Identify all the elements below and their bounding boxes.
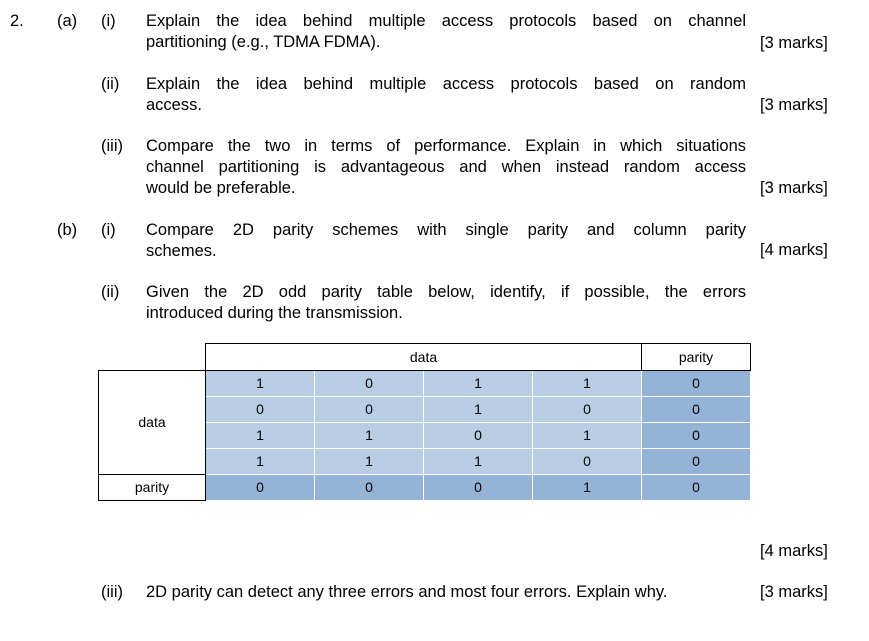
table-cell: 0 <box>206 397 315 423</box>
item-b-iii-label: (iii) <box>101 583 123 601</box>
parity-cell: 0 <box>642 475 751 501</box>
item-a-i-text: Explain the idea behind multiple access protocols based on channel partitioning (e.g., TDMA FDMA). <box>146 12 746 51</box>
table-parity-row <box>99 475 751 501</box>
parity-cell: 0 <box>642 423 751 449</box>
table-cell: 0 <box>533 449 642 475</box>
table-cell: 0 <box>315 371 424 397</box>
table-cell: 1 <box>206 449 315 475</box>
item-b-i-text: Compare 2D parity schemes with single parity and column parity schemes. <box>146 221 746 260</box>
table-cell: 1 <box>424 371 533 397</box>
item-a-i-marks: [3 marks] <box>760 34 828 52</box>
parity-cell: 0 <box>642 449 751 475</box>
item-b-ii-label: (ii) <box>101 283 120 301</box>
table-cell: 1 <box>424 449 533 475</box>
parity-cell: 1 <box>533 475 642 501</box>
table-cell: 1 <box>533 371 642 397</box>
parity-cell: 0 <box>424 475 533 501</box>
parity-cell: 0 <box>206 475 315 501</box>
column-header-parity: parity <box>642 344 751 371</box>
table-cell: 1 <box>424 397 533 423</box>
row-label-parity: parity <box>99 475 206 501</box>
parity-cell: 0 <box>642 371 751 397</box>
item-a-ii-label: (ii) <box>101 75 120 93</box>
table-corner <box>99 344 206 371</box>
column-header-data: data <box>206 344 642 371</box>
item-b-ii-text: Given the 2D odd parity table below, identify, if possible, the errors introduced during the transmission. <box>146 283 746 322</box>
item-b-iii-marks: [3 marks] <box>760 583 828 601</box>
table-cell: 1 <box>206 371 315 397</box>
parity-cell: 0 <box>315 475 424 501</box>
table-cell: 1 <box>315 449 424 475</box>
item-a-iii-text: Compare the two in terms of performance. Explain in which situations channel partitioning is advantageous and when instead random access would be preferable. <box>146 137 746 197</box>
item-b-i-marks: [4 marks] <box>760 241 828 259</box>
item-a-iii-marks: [3 marks] <box>760 179 828 197</box>
item-b-iii-text: 2D parity can detect any three errors and most four errors. Explain why. <box>146 583 668 601</box>
item-a-i-label: (i) <box>101 12 116 30</box>
table-row <box>99 371 751 397</box>
table-cell: 1 <box>533 423 642 449</box>
question-number: 2. <box>10 12 24 30</box>
table-cell: 0 <box>315 397 424 423</box>
table-cell: 0 <box>533 397 642 423</box>
parity-cell: 0 <box>642 397 751 423</box>
table-header-row <box>99 344 751 371</box>
parity-table <box>98 343 751 501</box>
part-a-label: (a) <box>57 12 78 30</box>
table-cell: 1 <box>315 423 424 449</box>
row-label-data: data <box>99 371 206 475</box>
item-a-ii-marks: [3 marks] <box>760 96 828 114</box>
table-cell: 0 <box>424 423 533 449</box>
item-a-ii-text: Explain the idea behind multiple access protocols based on random access. <box>146 75 746 114</box>
table-cell: 1 <box>206 423 315 449</box>
part-b-label: (b) <box>57 221 78 239</box>
item-a-iii-label: (iii) <box>101 137 123 155</box>
item-b-i-label: (i) <box>101 221 116 239</box>
item-b-ii-marks: [4 marks] <box>760 542 828 560</box>
